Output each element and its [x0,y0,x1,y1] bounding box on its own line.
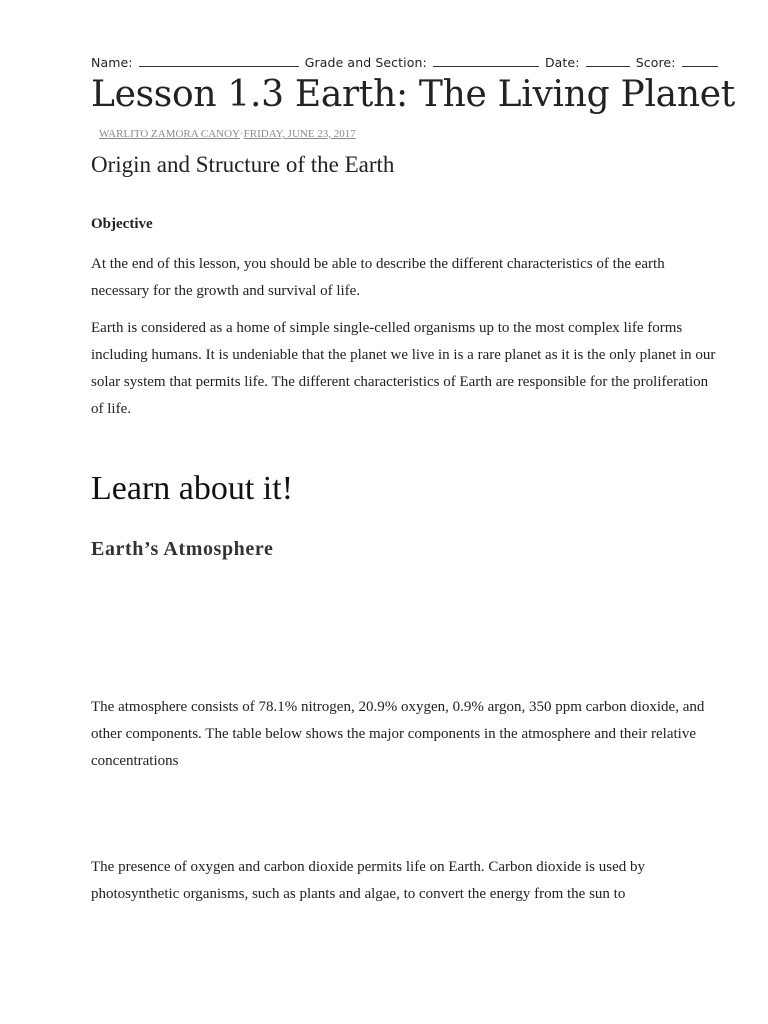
score-label: Score: [635,55,676,70]
name-label: Name: [91,55,133,70]
lesson-title: Lesson 1.3 Earth: The Living Planet [91,74,735,115]
learn-about-it-heading: Learn about it! [91,470,294,507]
worksheet-header [91,55,721,70]
grade-section-label: Grade and Section: [304,55,427,70]
name-blank [139,56,299,67]
date-label: Date: [544,55,580,70]
grade-section-blank [433,56,539,67]
author-link[interactable]: WARLITO ZAMORA CANOY [99,128,240,140]
date-blank [586,56,630,67]
date-link[interactable]: FRIDAY, JUNE 23, 2017 [243,128,356,140]
objective-paragraph: At the end of this lesson, you should be able to describe the different characteristics of the earth necessary for the growth and survival of life. [91,256,665,299]
atmosphere-heading: Earth’s Atmosphere [91,538,274,560]
atmosphere-composition-paragraph: The atmosphere consists of 78.1% nitrogen, 20.9% oxygen, 0.9% argon, 350 ppm carbon dioxide, and other components. The table below shows the major components in the atmosphere and their relative concentrations [91,699,705,769]
byline-separator: · [239,128,244,140]
score-blank [682,56,718,67]
oxygen-co2-paragraph: The presence of oxygen and carbon dioxide permits life on Earth. Carbon dioxide is used by photosynthetic organisms, such as plants and algae, to convert the energy from the sun to [91,859,646,902]
intro-paragraph: Earth is considered as a home of simple single-celled organisms up to the most complex life forms including humans. It is undeniable that the planet we live in is a rare planet as it is the only planet in our solar system that permits life. The different characteristics of Earth are responsible for the proliferation of life. [91,320,716,417]
lesson-subtitle: Origin and Structure of the Earth [91,152,395,177]
byline [99,128,356,140]
objective-heading: Objective [91,216,153,232]
